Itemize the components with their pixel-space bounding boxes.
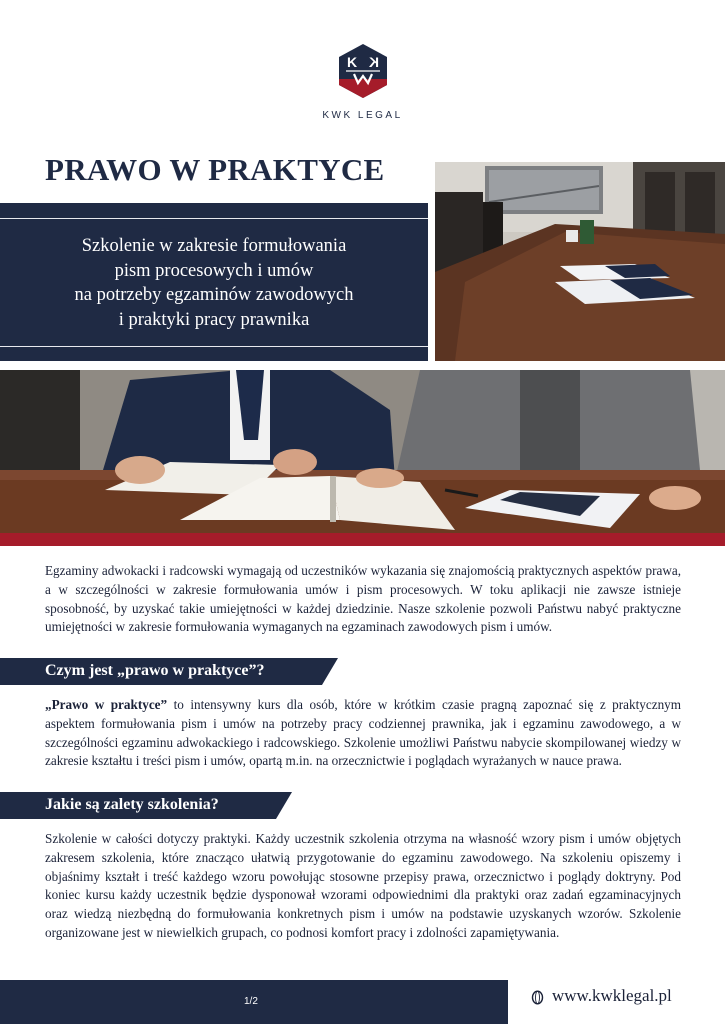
page-title: PRAWO W PRAKTYCE — [45, 152, 385, 187]
brand-name: KWK LEGAL — [322, 110, 403, 121]
section-body-text: to intensywny kurs dla osób, które w krótkim czasie pragną zapoznać się z praktycznym aspektem formułowania pism i umów na potrzeby pracy codziennej prawnika, jak i egzaminu zawodowego, a w szczególności egzaminu adwokackiego i radcowskiego. Szkolenie umożliwi Państwu nabycie skompilowanej wiedzy w zakresie kształtu i treści pism i umów, opartą m.in. na orzecznictwie i poglądach wyrażanych w nauce prawa. — [45, 697, 682, 769]
subtitle-line: Szkolenie w zakresie formułowania — [81, 236, 347, 256]
svg-text:K: K — [368, 54, 379, 70]
svg-text:K: K — [347, 54, 358, 70]
banner-divider — [0, 218, 428, 219]
banner-divider — [0, 346, 428, 347]
section-heading-text: Czym jest „prawo w praktyce”? — [45, 662, 265, 679]
section-paragraph — [45, 696, 681, 771]
accent-bar — [0, 533, 725, 546]
website-link[interactable]: www.kwklegal.pl — [552, 986, 672, 1005]
subtitle-line: i praktyki pracy prawnika — [118, 309, 310, 330]
page-number: 1/2 — [244, 996, 258, 1007]
conference-room-photo — [435, 162, 725, 361]
subtitle-line: na potrzeby egzaminów zawodowych — [74, 285, 354, 305]
section-paragraph: Szkolenie w całości dotyczy praktyki. Każdy uczestnik szkolenia otrzyma na własność wzory pism i umów objętych zakresem szkolenia, które znacząco ułatwią przygotowanie do egzaminu zawodowego. Na szkoleniu opiszemy i objaśnimy kształt i treść każdego wzoru powołując stosowne przepisy prawa, orzecznictwo i poglądy doktryny. Pod koniec kursu każdy uczestnik będzie dysponował wzorami odpowiednimi dla praktyki oraz zadań egzaminacyjnych oraz wiedzą niezbędną do formułowania konkretnych pism i umów na podstawie uzyskanych wzorów. Szkolenie organizowane jest w niewielkich grupach, co podnosi komfort pracy i zdolności zapamiętywania. — [45, 831, 681, 940]
intro-paragraph: Egzaminy adwokacki i radcowski wymagają od uczestników wykazania się znajomością praktycznych aspektów prawa, a w szczególności w zakresie formułowania umów i pism procesowych. W toku aplikacji nie zawsze istnieje sposobność, by uzyskać takie umiejętności w każdej dziedzinie. Nasze szkolenie pozwoli Państwu nabyć praktyczne umiejętności w zakresie formułowania wymaganych na egzaminach zawodowych pism i umów. — [45, 563, 681, 635]
subtitle-line: pism procesowych i umów — [114, 260, 314, 281]
globe-icon — [531, 990, 544, 1005]
section-heading-text: Jakie są zalety szkolenia? — [45, 796, 219, 813]
lawyers-books-photo — [0, 370, 725, 546]
section-lead-text: „Prawo w praktyce” — [45, 697, 168, 712]
kwk-logo-icon — [337, 43, 389, 99]
subtitle — [20, 234, 408, 332]
